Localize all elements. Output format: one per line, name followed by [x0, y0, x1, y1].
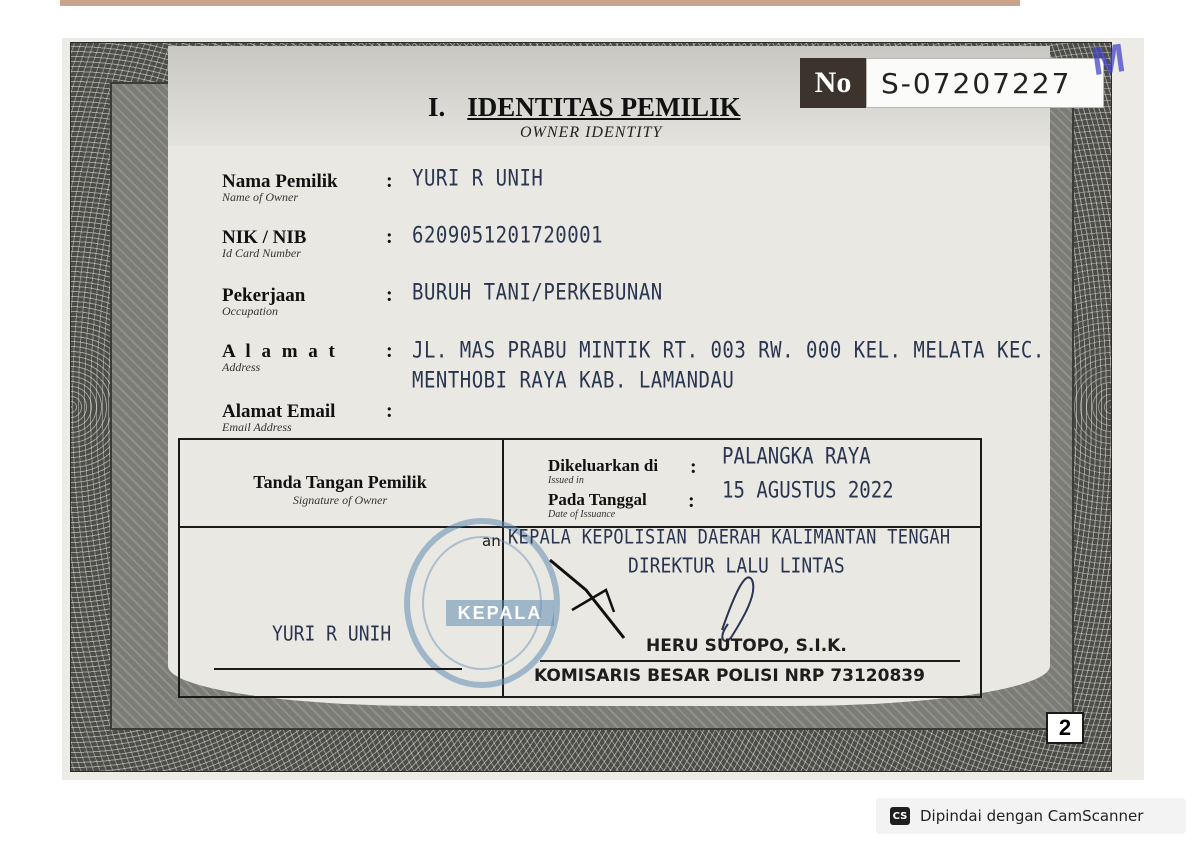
official-name-underline	[540, 660, 960, 662]
authority-line: KEPALA KEPOLISIAN DAERAH KALIMANTAN TENGAH	[508, 526, 951, 549]
official-name: HERU SUTOPO, S.I.K.	[646, 636, 847, 656]
ink-mark-icon: M	[1089, 35, 1129, 85]
certificate-number: S-07207227	[866, 58, 1104, 108]
field-label-owner-name	[222, 172, 338, 203]
issued-in-sublabel: Issued in	[548, 475, 584, 486]
issued-in-value: PALANGKA RAYA	[722, 444, 871, 470]
field-value-occupation: BURUH TANI/PERKEBUNAN	[412, 280, 663, 306]
field-colon: :	[386, 340, 393, 362]
field-colon: :	[386, 170, 393, 192]
field-label-occupation	[222, 286, 305, 317]
owner-name-signature: YURI R UNIH	[272, 622, 392, 647]
section-subtitle: OWNER IDENTITY	[520, 124, 663, 141]
field-label-text: Pekerjaan	[222, 285, 306, 306]
issue-date-label: Pada Tanggal	[548, 490, 647, 509]
number-label: No	[800, 58, 866, 108]
field-sublabel-text: Name of Owner	[222, 190, 298, 204]
field-value-address-line2: MENTHOBI RAYA KAB. LAMANDAU	[412, 368, 735, 394]
official-signature-icon	[546, 550, 786, 650]
field-colon: :	[386, 284, 393, 306]
owner-signature-label: Tanda Tangan Pemilik	[253, 472, 427, 492]
section-title-text: IDENTITAS PEMILIK	[467, 92, 741, 122]
issue-date-heading	[548, 490, 647, 521]
camscanner-badge	[876, 798, 1186, 834]
field-label-address	[222, 342, 338, 373]
section-number: I.	[428, 92, 446, 122]
director-line: DIREKTUR LALU LINTAS	[628, 554, 845, 579]
field-value-address-line1: JL. MAS PRABU MINTIK RT. 003 RW. 000 KEL. MELATA KEC.	[412, 338, 1045, 364]
field-label-text: A l a m a t	[222, 341, 338, 362]
field-value-owner-name: YURI R UNIH	[412, 166, 544, 192]
camscanner-text: Dipindai dengan CamScanner	[920, 807, 1144, 825]
scan-top-edge	[60, 0, 1020, 6]
field-colon: :	[688, 490, 695, 512]
owner-signature-heading	[180, 472, 500, 508]
camscanner-icon: CS	[890, 807, 910, 825]
field-sublabel-text: Id Card Number	[222, 246, 301, 260]
page-number: 2	[1046, 712, 1084, 744]
issued-in-heading	[548, 456, 658, 487]
field-colon: :	[690, 456, 697, 478]
section-title	[428, 92, 741, 123]
field-value-id-number: 6209051201720001	[412, 223, 604, 249]
field-label-text: NIK / NIB	[222, 227, 307, 248]
field-label-text: Alamat Email	[222, 401, 336, 422]
field-label-text: Nama Pemilik	[222, 171, 338, 192]
field-label-id-number	[222, 228, 306, 259]
authority-prefix: an.	[482, 532, 506, 550]
issued-in-label: Dikeluarkan di	[548, 456, 659, 475]
owner-signature-sublabel: Signature of Owner	[292, 493, 388, 507]
field-sublabel-text: Occupation	[222, 304, 278, 318]
official-rank: KOMISARIS BESAR POLISI NRP 73120839	[534, 666, 925, 686]
issue-date-sublabel: Date of Issuance	[548, 509, 616, 520]
field-colon: :	[386, 400, 393, 422]
field-colon: :	[386, 226, 393, 248]
field-sublabel-text: Address	[222, 360, 261, 374]
field-label-email	[222, 402, 335, 433]
owner-signature-line	[214, 668, 462, 670]
police-stamp-label: KEPALA	[446, 600, 554, 626]
issue-date-value: 15 AGUSTUS 2022	[722, 478, 894, 504]
field-sublabel-text: Email Address	[222, 420, 292, 434]
